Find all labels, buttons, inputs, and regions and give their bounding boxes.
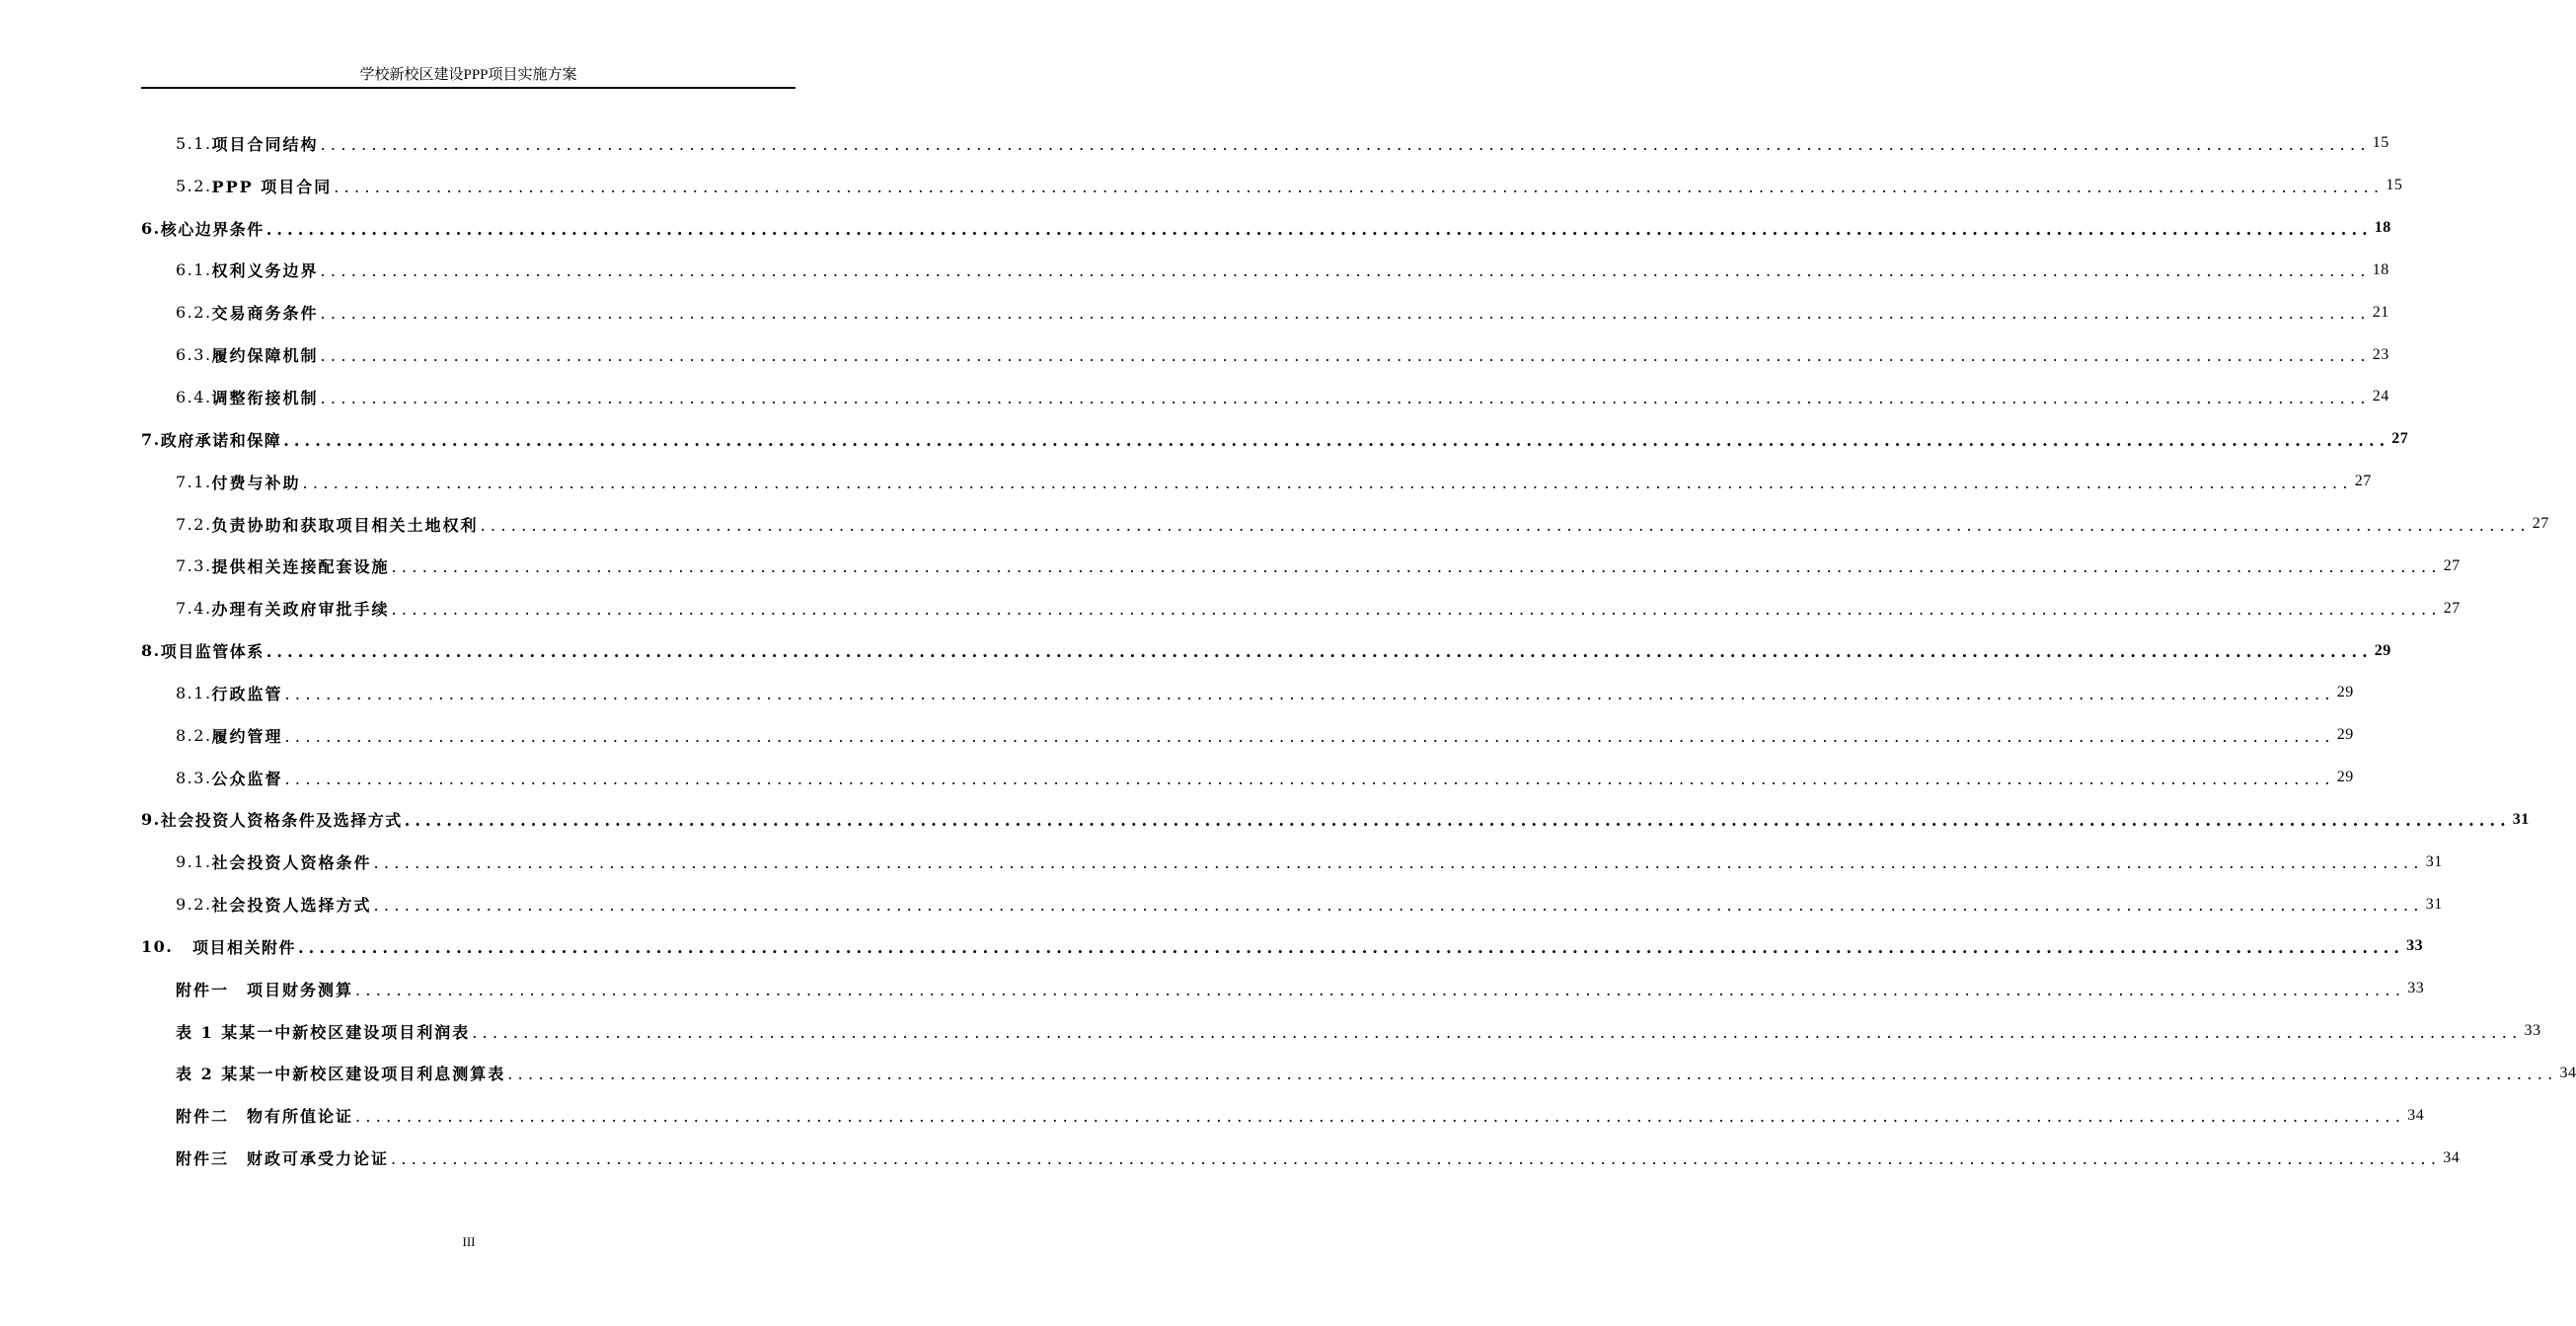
toc-dot-leader: ........................................................................................................................................................................................................ bbox=[334, 177, 2385, 196]
toc-entry-title: 权利义务边界 bbox=[211, 261, 319, 281]
toc-entry-page: 29 bbox=[2336, 726, 2354, 744]
toc-entry-title: 履约保障机制 bbox=[211, 346, 319, 366]
toc-entry-number: 8.1. bbox=[176, 683, 212, 702]
toc-entry-page: 33 bbox=[2407, 980, 2425, 997]
toc-entry-number: 7.4. bbox=[176, 599, 212, 619]
toc-dot-leader: ........................................................................................................................................................................................................ bbox=[320, 261, 2371, 281]
toc-entry-title: 表 1 某某一中新校区建设项目利润表 bbox=[176, 1022, 471, 1042]
toc-entry-number: 8.3. bbox=[176, 768, 212, 787]
toc-dot-leader: ........................................................................................................................................................................................................ bbox=[320, 304, 2371, 324]
toc-entry-number: 8. bbox=[141, 641, 161, 661]
toc-entry-page: 27 bbox=[2532, 515, 2549, 533]
toc-entry-title: 表 2 某某一中新校区建设项目利息测算表 bbox=[176, 1065, 506, 1084]
toc-entry-title: 付费与补助 bbox=[211, 473, 301, 492]
toc-entry[interactable] bbox=[141, 545, 2461, 587]
toc-entry[interactable] bbox=[141, 418, 2409, 461]
toc-entry-number: 7.3. bbox=[176, 556, 212, 576]
toc-dot-leader: ........................................................................................................................................................................................................ bbox=[404, 811, 2511, 831]
toc-entry-title: 项目监管体系 bbox=[160, 642, 265, 662]
toc-entry[interactable] bbox=[141, 291, 2389, 333]
header-rule bbox=[141, 87, 796, 89]
toc-entry-page: 34 bbox=[2559, 1064, 2576, 1081]
toc-entry[interactable] bbox=[141, 1053, 2576, 1095]
toc-dot-leader: ........................................................................................................................................................................................................ bbox=[283, 430, 2390, 450]
toc-entry-title: 社会投资人选择方式 bbox=[211, 896, 372, 916]
toc-entry-title: PPP 项目合同 bbox=[211, 177, 333, 196]
toc-dot-leader: ........................................................................................................................................................................................................ bbox=[265, 219, 2373, 239]
toc-entry-number: 9.1. bbox=[176, 852, 212, 872]
toc-dot-leader: ........................................................................................................................................................................................................ bbox=[284, 684, 2335, 703]
toc-entry[interactable] bbox=[141, 587, 2461, 629]
toc-entry-page: 18 bbox=[2372, 260, 2389, 278]
toc-dot-leader: ........................................................................................................................................................................................................ bbox=[355, 980, 2406, 999]
toc-entry-page: 31 bbox=[2425, 895, 2443, 913]
toc-dot-leader: ........................................................................................................................................................................................................ bbox=[302, 473, 2353, 492]
toc-entry-page: 34 bbox=[2443, 1148, 2461, 1166]
toc-entry-title: 社会投资人资格条件 bbox=[211, 853, 372, 873]
toc-entry-page: 31 bbox=[2512, 810, 2530, 828]
toc-entry-page: 21 bbox=[2372, 303, 2389, 321]
toc-entry-page: 15 bbox=[2386, 177, 2403, 194]
toc-entry-number: 10. bbox=[141, 936, 174, 956]
toc-entry-page: 33 bbox=[2524, 1022, 2541, 1040]
toc-dot-leader: ........................................................................................................................................................................................................ bbox=[391, 557, 2442, 577]
page-number: III bbox=[462, 1234, 476, 1249]
toc-entry-page: 27 bbox=[2354, 473, 2372, 490]
toc-entry-number: 6.2. bbox=[176, 303, 212, 323]
toc-dot-leader: ........................................................................................................................................................................................................ bbox=[298, 937, 2405, 957]
toc-entry-title: 公众监督 bbox=[211, 769, 283, 788]
toc-dot-leader: ........................................................................................................................................................................................................ bbox=[373, 853, 2424, 873]
toc-entry[interactable] bbox=[141, 629, 2391, 672]
toc-dot-leader: ........................................................................................................................................................................................................ bbox=[320, 134, 2371, 154]
toc-entry-title: 履约管理 bbox=[211, 726, 283, 746]
toc-entry-title: 核心边界条件 bbox=[160, 219, 265, 239]
toc-entry[interactable] bbox=[141, 333, 2389, 376]
toc-entry-number: 5.1. bbox=[176, 133, 212, 153]
toc-entry[interactable] bbox=[141, 165, 2403, 207]
toc-entry-title: 调整衔接机制 bbox=[211, 388, 319, 407]
toc-entry-title: 提供相关连接配套设施 bbox=[211, 557, 390, 577]
toc-entry-page: 33 bbox=[2406, 937, 2424, 955]
toc-entry-title: 附件一 项目财务测算 bbox=[176, 980, 354, 999]
toc-entry-page: 18 bbox=[2374, 219, 2391, 237]
toc-dot-leader: ........................................................................................................................................................................................................ bbox=[507, 1065, 2558, 1084]
toc-entry[interactable] bbox=[141, 207, 2391, 250]
toc-entry-number: 5.2. bbox=[176, 176, 212, 195]
toc-entry-number: 9. bbox=[141, 810, 161, 830]
toc-entry[interactable] bbox=[141, 883, 2443, 925]
toc-entry[interactable] bbox=[141, 968, 2425, 1010]
toc-entry-page: 24 bbox=[2372, 388, 2389, 405]
toc-entry-page: 29 bbox=[2374, 641, 2391, 659]
toc-entry-number: 7. bbox=[141, 429, 161, 449]
toc-entry[interactable] bbox=[141, 1094, 2425, 1137]
toc-entry-number: 8.2. bbox=[176, 725, 212, 745]
toc-dot-leader: ........................................................................................................................................................................................................ bbox=[480, 515, 2531, 535]
toc-dot-leader: ........................................................................................................................................................................................................ bbox=[265, 642, 2373, 662]
toc-dot-leader: ........................................................................................................................................................................................................ bbox=[391, 600, 2442, 620]
toc-entry-title: 项目合同结构 bbox=[211, 134, 319, 154]
page-header: 学校新校区建设PPP项目实施方案 bbox=[359, 67, 577, 83]
toc-entry[interactable] bbox=[141, 1010, 2541, 1053]
toc-dot-leader: ........................................................................................................................................................................................................ bbox=[355, 1107, 2406, 1127]
toc-entry-page: 23 bbox=[2372, 345, 2389, 363]
toc-entry-page: 29 bbox=[2336, 769, 2354, 786]
toc-entry[interactable] bbox=[141, 503, 2549, 546]
toc-entry-page: 27 bbox=[2443, 599, 2461, 617]
toc-entry-number: 6. bbox=[141, 218, 161, 238]
toc-entry-number: 7.2. bbox=[176, 514, 212, 534]
toc-entry-title: 附件二 物有所值论证 bbox=[176, 1107, 354, 1127]
toc-entry-title: 办理有关政府审批手续 bbox=[211, 600, 390, 620]
toc-entry[interactable] bbox=[141, 672, 2354, 714]
toc-entry[interactable] bbox=[141, 250, 2389, 292]
toc-entry-title: 负责协助和获取项目相关土地权利 bbox=[211, 515, 479, 535]
toc-entry[interactable] bbox=[141, 757, 2354, 799]
toc-entry[interactable] bbox=[141, 714, 2354, 757]
toc-entry-page: 27 bbox=[2391, 430, 2409, 448]
toc-entry[interactable] bbox=[141, 925, 2424, 968]
toc-entry-page: 29 bbox=[2336, 684, 2354, 701]
toc-dot-leader: ........................................................................................................................................................................................................ bbox=[284, 769, 2335, 788]
toc-entry[interactable] bbox=[141, 1137, 2461, 1179]
toc-entry-title: 项目相关附件 bbox=[192, 937, 297, 957]
toc-dot-leader: ........................................................................................................................................................................................................ bbox=[284, 726, 2335, 746]
toc-entry[interactable] bbox=[141, 799, 2530, 842]
toc-entry-title: 行政监管 bbox=[211, 684, 283, 703]
toc-entry-page: 34 bbox=[2407, 1106, 2425, 1124]
toc-entry[interactable] bbox=[141, 841, 2443, 883]
toc-dot-leader: ........................................................................................................................................................................................................ bbox=[391, 1149, 2442, 1169]
toc-entry[interactable] bbox=[141, 461, 2372, 503]
table-of-contents bbox=[141, 122, 2576, 1179]
toc-entry-page: 31 bbox=[2425, 852, 2443, 870]
toc-entry-page: 15 bbox=[2372, 134, 2389, 152]
toc-dot-leader: ........................................................................................................................................................................................................ bbox=[320, 388, 2371, 407]
toc-entry-title: 政府承诺和保障 bbox=[160, 430, 282, 450]
toc-entry-page: 27 bbox=[2443, 556, 2461, 574]
toc-dot-leader: ........................................................................................................................................................................................................ bbox=[320, 346, 2371, 366]
toc-entry-number: 6.4. bbox=[176, 387, 212, 406]
toc-entry[interactable] bbox=[141, 122, 2389, 165]
toc-entry-title: 社会投资人资格条件及选择方式 bbox=[160, 811, 403, 831]
toc-entry-title: 附件三 财政可承受力论证 bbox=[176, 1149, 390, 1169]
toc-entry-number: 7.1. bbox=[176, 472, 212, 491]
toc-entry[interactable] bbox=[141, 376, 2389, 418]
toc-entry-number: 6.3. bbox=[176, 345, 212, 365]
toc-entry-number: 6.1. bbox=[176, 260, 212, 280]
toc-entry-title: 交易商务条件 bbox=[211, 304, 319, 324]
toc-entry-number: 9.2. bbox=[176, 895, 212, 915]
toc-dot-leader: ........................................................................................................................................................................................................ bbox=[472, 1022, 2523, 1042]
toc-dot-leader: ........................................................................................................................................................................................................ bbox=[373, 896, 2424, 916]
